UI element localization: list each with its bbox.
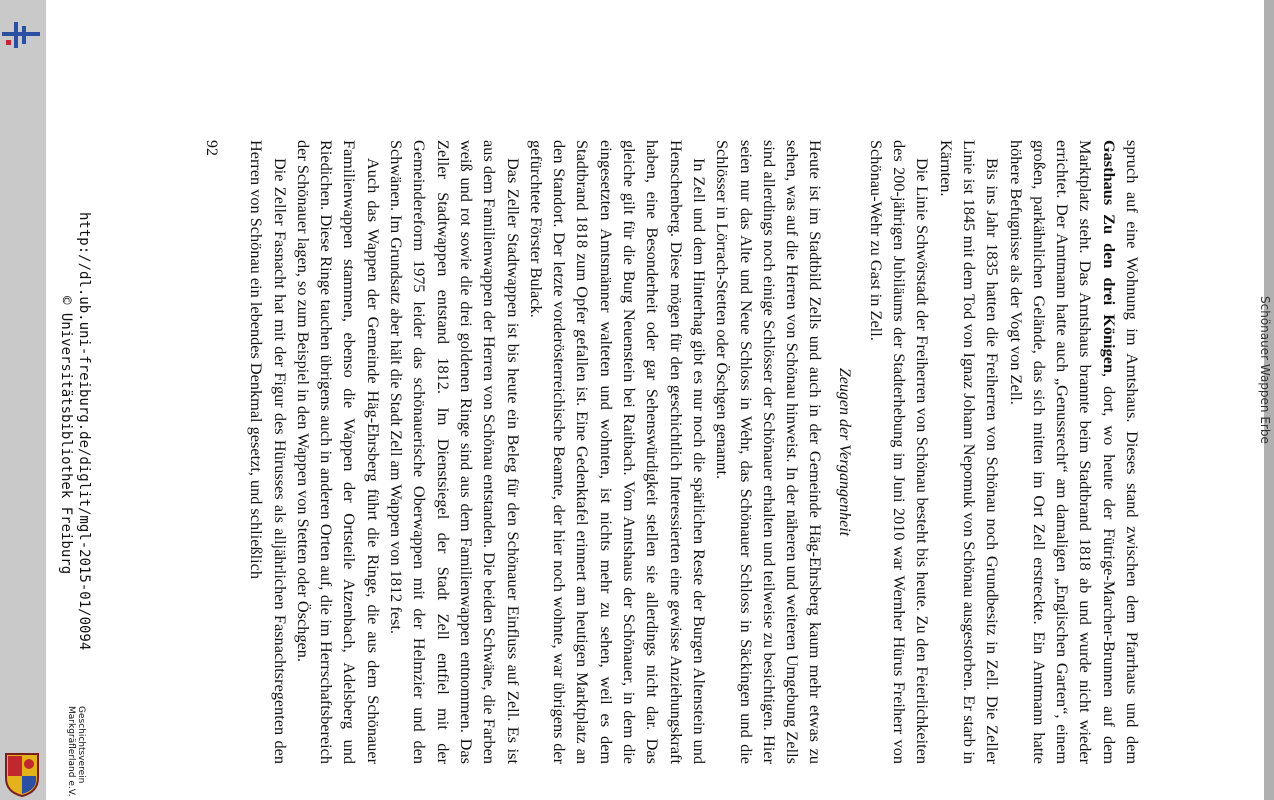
rotated-document-page — [46, 0, 1272, 800]
coat-of-arms-icon — [2, 752, 42, 798]
page-number: 92 — [203, 140, 220, 156]
left-sidebar — [0, 0, 46, 800]
page-header: Schönauer Wappen Erbe — [1258, 296, 1272, 444]
paragraph: Die Zeller Fasnacht hat mit der Figur des Hürusses als alljährlichen Fasnachtsregenten den Herren von Schönau ein lebendes Denkmal gesetzt, und schließlich — [247, 140, 290, 764]
footer-society-name: Geschichtsverein Markgräflerland e.V. — [66, 706, 86, 797]
footer-url-link[interactable]: http://dl.ub.uni-freiburg.de/diglit/mgl-2015-01/0094 — [76, 212, 92, 651]
paragraph: In Zell und dem Hinterhag gibt es nur noch die spärlichen Reste der Burgen Altenstein und Henschenberg. Diese mögen für den geschichtlich Interessierten eine gewisse Anziehungskraft haben, eine Besonderheit oder gar Sehenswürdigkeit stellen sie allerdings nicht dar. Das gleiche gilt für die Burg Neuenstein bei Raitbach. Vom Amtshaus der Schönauer, in dem die eingesetzten Amtsmänner walteten und wohnten, ist nichts mehr zu sehen, weil es dem Stadtbrand 1818 zum Opfer gefallen ist. Eine Gedenktafel erinnert am heutigen Marktplatz an den Standort. Der letzte vorderösterreichische Beamte, der hier noch wohnte, war übrigens der gefürchtete Förster Bulack. — [526, 140, 709, 764]
footer-copyright: © Universitätsbibliothek Freiburg — [58, 296, 74, 575]
body-text — [245, 140, 1144, 764]
paragraph: Das Zeller Stadtwappen ist bis heute ein Beleg für den Schönauer Einfluss auf Zell. Es ist aus dem Familienwappen der Herren von Schönau entstanden. Die beiden Schwäne, die Farben weiß und rot sowie die drei goldenen Ringe sind aus dem Familienwappen entnommen. Das Zeller Stadtwappen entstand 1812. Im Dienstsiegel der Stadt Zell entfiel mit der Gemeindereform 1975 leider das schönauerische Oberwappen mit der Helmzier und den Schwänen. Im Grundsatz aber hält die Stadt Zell am Wappen von 1812 fest. — [387, 140, 523, 764]
ub-freiburg-logo-icon — [2, 22, 40, 48]
paragraph: Heute ist im Stadtbild Zells und auch in der Gemeinde Häg-Ehrsberg kaum mehr etwas zu sehen, was auf die Herren von Schönau hinweist. In der näheren und weiteren Umgebung Zells sind allerdings noch einige Schlösser der Schönauer erhalten und teilweise zu besichtigen. Hier seien nur das Alte und Neue Schloss in Wehr, das Schönauer Schloss in Säckingen und die Schlösser in Lörrach-Stetten oder Öschgen genannt. — [713, 140, 826, 764]
section-heading: Zeugen der Vergangenheit — [836, 367, 854, 537]
paragraph: Auch das Wappen der Gemeinde Häg-Ehrsberg führt die Ringe, die aus dem Schönauer Familienwappen stammen, ebenso die Wappen der Ortsteile Atzenbach, Adelsberg und Riedichen. Diese Ringe tauchen übrigens auch in anderen Orten auf, die im Herrschaftsbereich der Schönauer lagen, so zum Beispiel in den Wappen von Stetten oder Öschgen. — [293, 140, 383, 764]
paragraph: spruch auf eine Wohnung im Amtshaus. Dieses stand zwischen dem Pfarrhaus und dem Gasthaus Zu den drei Königen, dort, wo heute der Fütrige-Marcher-Brunnen auf dem Marktplatz steht. Das Amtshaus brannte beim Stadtbrand 1818 ab und wurde nicht wieder errichtet. Der Amtmann hatte auch „Genussrecht“ am damaligen „Englischen Garten“, einem großen, parkähnlichen Gelände, das sich mitten im Ort Zell erstreckte. Ein Amtmann hatte höhere Befugnisse als der Vogt von Zell. — [1006, 140, 1142, 764]
paragraph: Die Linie Schwörstadt der Freiherren von Schönau besteht bis heute. Zu den Feierlichkeiten des 200-jährigen Jubiläums der Stadterhebung im Juni 2010 war Wernher Hürus Freiherr von Schönau-Wehr zu Gast in Zell. — [866, 140, 933, 764]
paragraph: Bis ins Jahr 1835 hatten die Freiherren von Schönau noch Grundbesitz in Zell. Die Zeller Linie ist 1845 mit dem Tod von Ignaz Johann Nepomuk von Schönau ausgestorben. Er starb in Kärnten. — [936, 140, 1003, 764]
